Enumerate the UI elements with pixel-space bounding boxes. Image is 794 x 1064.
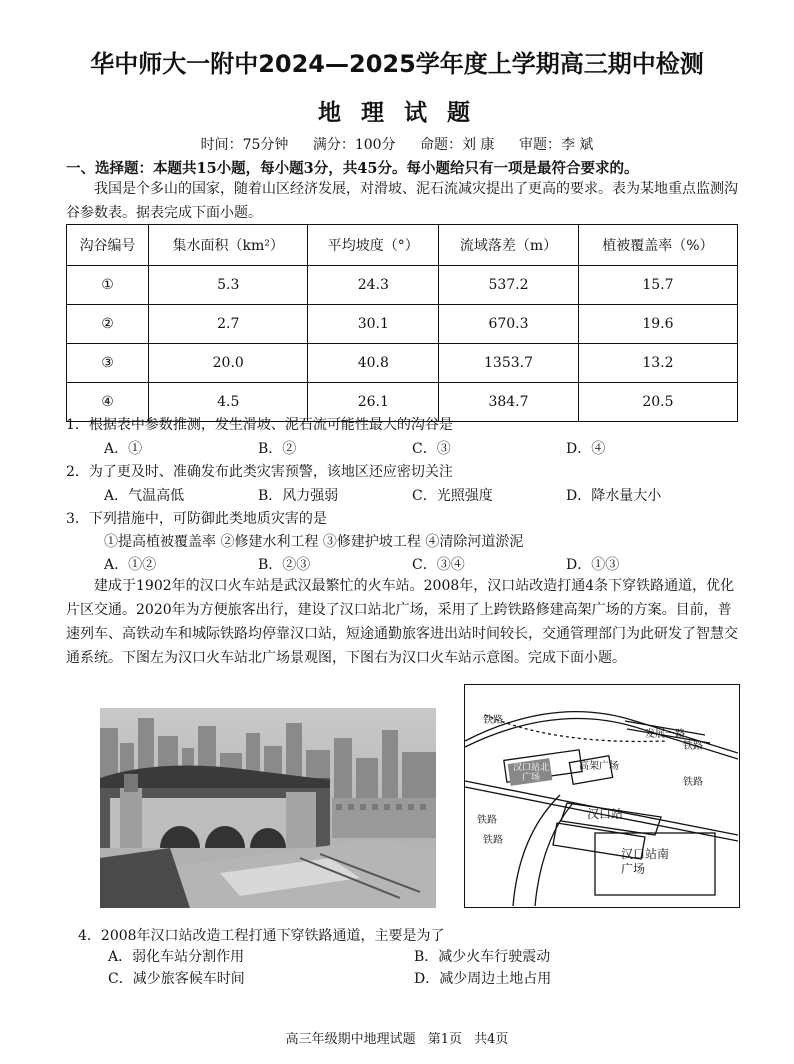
exam-title: 华中师大一附中2024—2025学年度上学期高三期中检测 [90, 50, 704, 78]
map-label-road: 发展一路 [645, 729, 685, 740]
q1-option-a[interactable]: A．① [104, 441, 143, 457]
table-cell: 20.5 [578, 383, 737, 422]
exam-author: 命题：刘 康 [420, 137, 495, 153]
station-intro: 建成于1902年的汉口火车站是武汉最繁忙的火车站。2008年，汉口站改造打通4条下穿铁路通道，优化片区交通。2020年为方便旅客出行，建设了汉口站北广场，采用了上跨铁路修建高架广场的方案。目前，普速列车、高铁动车和城际铁路均停靠汉口站，短途通勤旅客进出站时间较长，交通管理部门为此研发了智慧交通系统。下图左为汉口火车站北广场景观图，下图右为汉口火车站示意图。完成下面小题。 [66, 578, 738, 666]
table-row [67, 305, 738, 344]
q3-option-a[interactable]: A．①② [104, 557, 157, 573]
table-cell: ① [67, 266, 149, 305]
q4-option-a[interactable]: A．弱化车站分割作用 [108, 949, 245, 965]
table-header: 植被覆盖率（%） [578, 225, 737, 266]
table-header: 平均坡度（°） [308, 225, 439, 266]
table-cell: ④ [67, 383, 149, 422]
q3-option-c[interactable]: C．③④ [412, 557, 465, 573]
question-2-stem: 2．为了更及时、准确发布此类灾害预警，该地区还应密切关注 [66, 464, 453, 480]
map-label-rail-ne: 铁路 [683, 741, 703, 752]
table-header: 集水面积（km²） [149, 225, 308, 266]
table-cell: 13.2 [578, 344, 737, 383]
table-header: 沟谷编号 [67, 225, 149, 266]
question-1-stem: 1．根据表中参数推测，发生滑坡、泥石流可能性最大的沟谷是 [66, 417, 453, 433]
table-cell: 4.5 [149, 383, 308, 422]
exam-time: 时间：75分钟 [200, 137, 289, 153]
valley-parameter-table [66, 224, 738, 422]
table-cell: 670.3 [439, 305, 579, 344]
q4-option-c[interactable]: C．减少旅客候车时间 [108, 971, 245, 987]
q3-option-b[interactable]: B．②③ [258, 557, 311, 573]
table-cell: 15.7 [578, 266, 737, 305]
section-intro: 我国是个多山的国家，随着山区经济发展，对滑坡、泥石流减灾提出了更高的要求。表为某地重点监测沟谷参数表。据表完成下面小题。 [66, 181, 738, 221]
map-label-rail-nw: 铁路 [483, 715, 503, 726]
table-cell: 1353.7 [439, 344, 579, 383]
section-heading: 一、选择题：本题共15小题，每小题3分，共45分。每小题给只有一项是最符合要求的。 [66, 160, 639, 177]
map-label-rail-w: 铁路 [477, 815, 497, 826]
table-cell: 26.1 [308, 383, 439, 422]
q1-option-b[interactable]: B．② [258, 441, 297, 457]
table-row [67, 344, 738, 383]
footer-exam-name: 高三年级期中地理试题 [285, 1032, 416, 1047]
station-schematic-map [464, 684, 740, 908]
q2-option-c[interactable]: C．光照强度 [412, 488, 493, 504]
table-cell: 24.3 [308, 266, 439, 305]
map-label-north-square: 汉口站北广场 [512, 763, 549, 783]
table-cell: 40.8 [308, 344, 439, 383]
exam-meta [0, 134, 794, 154]
table-cell: 537.2 [439, 266, 579, 305]
table-cell: 2.7 [149, 305, 308, 344]
table-cell: 20.0 [149, 344, 308, 383]
footer-page-total: 共4页 [474, 1032, 509, 1047]
exam-reviewer: 审题：李 斌 [518, 137, 594, 153]
q3-option-d[interactable]: D．①③ [566, 557, 620, 573]
page-footer [0, 1028, 794, 1047]
question-4-stem: 4．2008年汉口站改造工程打通下穿铁路通道，主要是为了 [78, 928, 445, 944]
station-north-square-photo [100, 708, 436, 908]
table-cell: 5.3 [149, 266, 308, 305]
table-row [67, 266, 738, 305]
question-3-stem: 3．下列措施中，可防御此类地质灾害的是 [66, 511, 327, 527]
table-cell: ② [67, 305, 149, 344]
q4-option-b[interactable]: B．减少火车行驶震动 [414, 949, 551, 965]
q1-option-d[interactable]: D．④ [566, 441, 606, 457]
exam-subtitle: 地 理 试 题 [317, 100, 477, 126]
table-cell: 384.7 [439, 383, 579, 422]
map-label-rail-sw: 铁路 [483, 835, 503, 846]
q2-option-a[interactable]: A．气温高低 [104, 488, 185, 504]
q2-option-b[interactable]: B．风力强弱 [258, 488, 339, 504]
q4-option-d[interactable]: D．减少周边土地占用 [414, 971, 552, 987]
map-label-station: 汉口站 [587, 807, 624, 821]
q2-option-d[interactable]: D．降水量大小 [566, 488, 662, 504]
map-label-rail-e: 铁路 [683, 777, 703, 788]
table-cell: ③ [67, 344, 149, 383]
footer-page-number: 第1页 [427, 1032, 462, 1047]
q1-option-c[interactable]: C．③ [412, 441, 451, 457]
map-label-south-square: 汉口站南广场 [621, 847, 670, 876]
table-cell: 19.6 [578, 305, 737, 344]
exam-score: 满分：100分 [312, 137, 396, 153]
map-label-viaduct: 高架广场 [579, 761, 619, 772]
table-header: 流域落差（m） [439, 225, 579, 266]
table-cell: 30.1 [308, 305, 439, 344]
q3-measures: ①提高植被覆盖率 ②修建水利工程 ③修建护坡工程 ④清除河道淤泥 [104, 534, 524, 550]
table-header-row [67, 225, 738, 266]
